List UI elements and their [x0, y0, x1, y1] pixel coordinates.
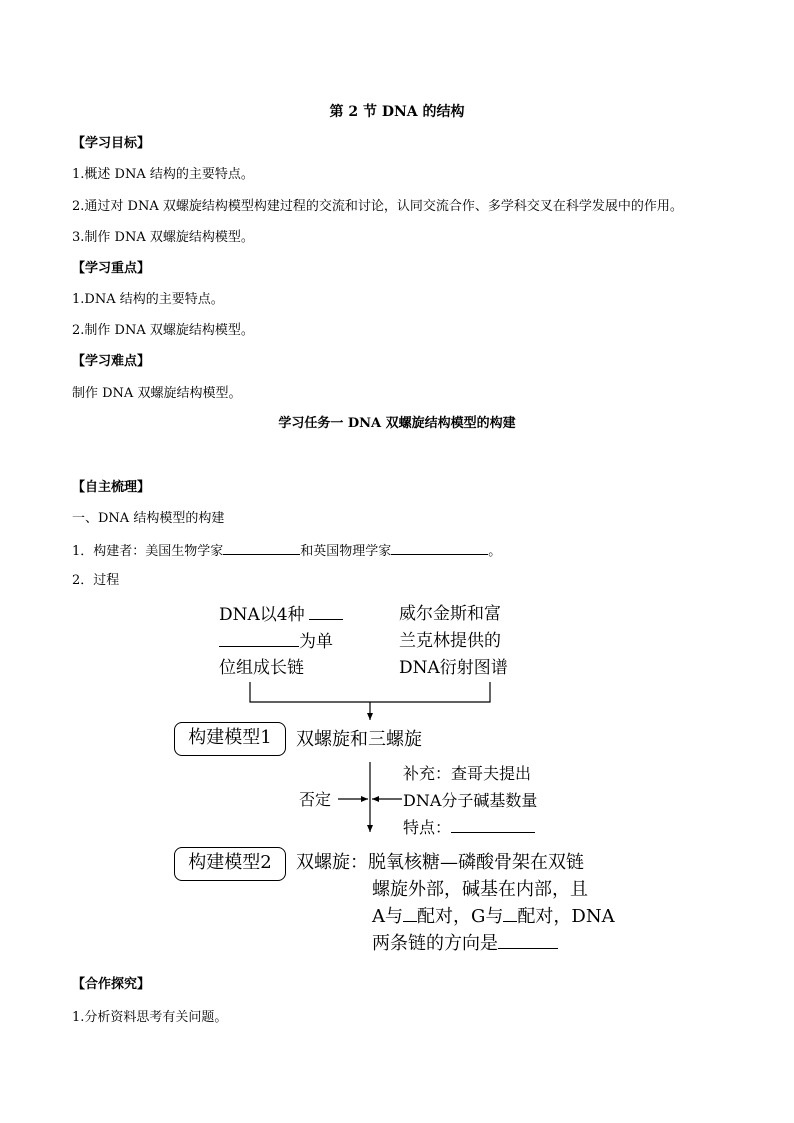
- builders-end: 。: [488, 544, 502, 559]
- model2-line4: 两条链的方向是: [372, 930, 558, 957]
- builders-prefix: 1．构建者：美国生物学家: [72, 544, 224, 559]
- negate-label: 否定: [299, 790, 332, 809]
- blank-pair-g[interactable]: [503, 903, 517, 922]
- supplement-line: 补充：查哥夫提出: [403, 764, 532, 783]
- focus-item: 2.制作 DNA 双螺旋结构模型。: [72, 323, 254, 338]
- focus-heading: 【学习重点】: [72, 261, 151, 276]
- builders-mid: 和英国物理学家: [300, 544, 392, 559]
- process-heading: 2．过程: [72, 573, 120, 588]
- objective-item: 3.制作 DNA 双螺旋结构模型。: [72, 230, 254, 245]
- blank-pair-a[interactable]: [403, 903, 417, 922]
- model1-desc: 双螺旋和三螺旋: [296, 729, 422, 750]
- section1-heading: 一、DNA 结构模型的构建: [72, 511, 225, 526]
- blank-direction[interactable]: [498, 930, 558, 949]
- model2-line3: A与 配对，G与 配对，DNA: [372, 903, 615, 930]
- supplement-line: DNA分子碱基数量: [403, 791, 538, 810]
- difficulty-heading: 【学习难点】: [72, 354, 151, 369]
- diagram-left-line1: DNA以4种: [219, 601, 343, 629]
- difficulty-item: 制作 DNA 双螺旋结构模型。: [72, 386, 242, 401]
- objective-item: 2.通过对 DNA 双螺旋结构模型构建过程的交流和讨论，认同交流合作、多学科交叉在科学发展中的作用。: [72, 199, 683, 214]
- self-study-heading: 【自主梳理】: [72, 480, 151, 495]
- blank-units-part2[interactable]: [219, 628, 299, 647]
- feature-line: 特点：: [403, 814, 535, 841]
- model1-box: 构建模型1: [174, 722, 286, 756]
- blank-feature[interactable]: [451, 816, 535, 833]
- diagram-right-line: 威尔金斯和富: [399, 604, 501, 624]
- diagram-left-line2: 为单: [219, 628, 333, 656]
- bracket-line: [250, 682, 490, 702]
- objective-item: 1.概述 DNA 结构的主要特点。: [72, 167, 254, 182]
- task1-title: 学习任务一 DNA 双螺旋结构模型的构建: [278, 416, 516, 431]
- objectives-heading: 【学习目标】: [72, 136, 151, 151]
- cooperation-item: 1.分析资料思考有关问题。: [72, 1010, 228, 1025]
- blank-units-part1[interactable]: [309, 601, 343, 620]
- diagram-right-line: DNA衍射图谱: [399, 658, 508, 678]
- diagram-right-line: 兰克林提供的: [399, 631, 501, 651]
- diagram-left-line3: 位组成长链: [219, 658, 304, 678]
- cooperation-heading: 【合作探究】: [72, 977, 151, 992]
- focus-item: 1.DNA 结构的主要特点。: [72, 292, 224, 307]
- page-title: 第 2 节 DNA 的结构: [329, 104, 465, 120]
- model2-line1: 双螺旋：脱氧核糖—磷酸骨架在双链: [296, 852, 584, 873]
- model2-line2: 螺旋外部，碱基在内部，且: [372, 879, 588, 900]
- model2-box: 构建模型2: [174, 847, 286, 881]
